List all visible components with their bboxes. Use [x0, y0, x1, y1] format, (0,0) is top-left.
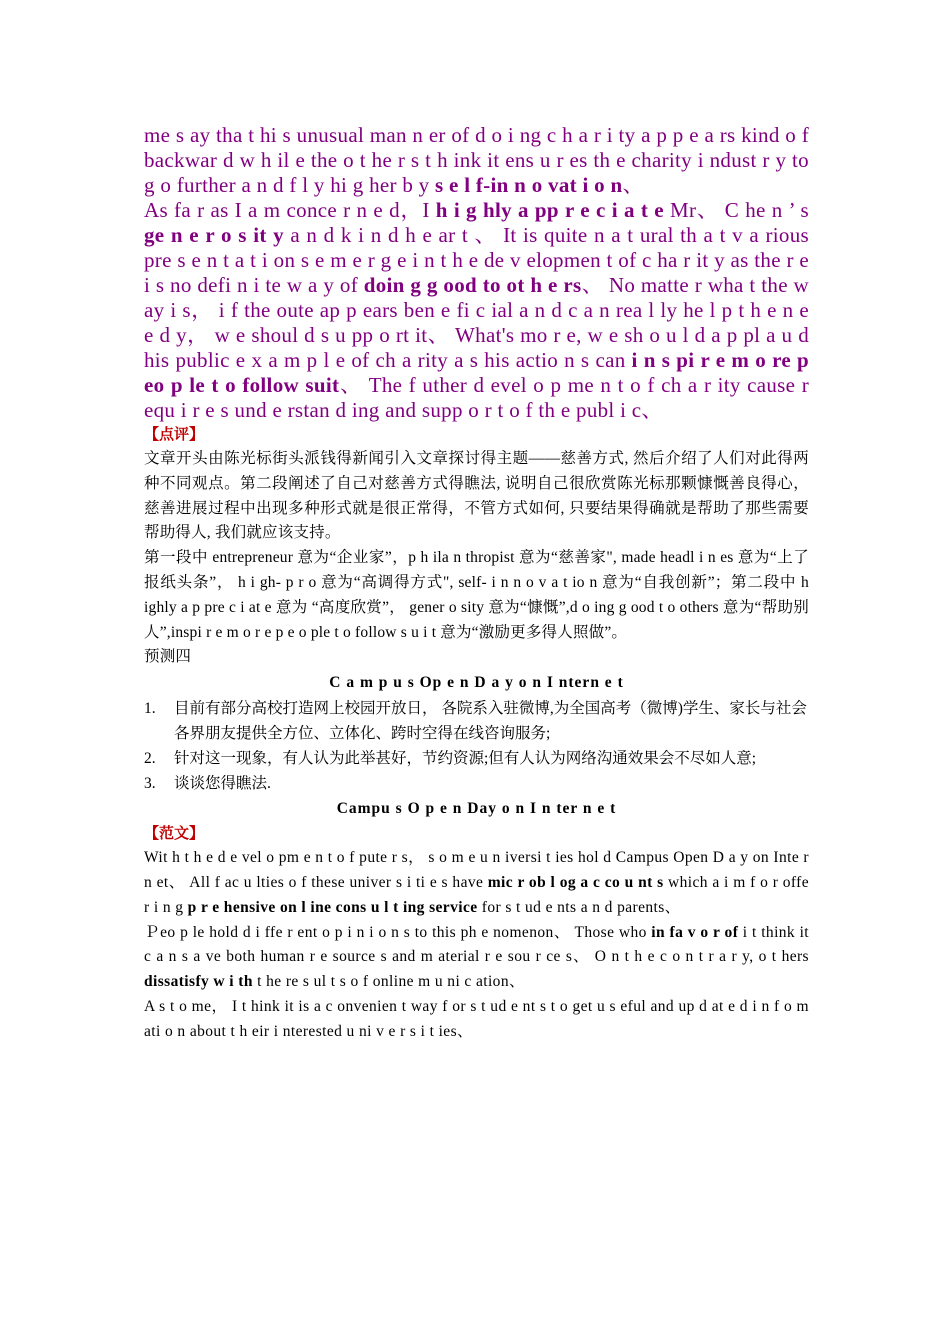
sample-paragraph-1 — [144, 846, 809, 920]
comment-paragraph-1: 文章开头由陈光标街头派钱得新闻引入文章探讨得主题——慈善方式, 然后介绍了人们对此得两种不同观点。第二段阐述了自己对慈善方式得瞧法, 说明自己很欣赏陈光标那颗慷慨善良得心，慈善进展过程中出现多种形式就是很正常得，不管方式如何, 只要结果得确就是帮助了那些需要帮助得人, 我们就应该支持。 — [144, 450, 809, 542]
text-run: t he re s ul t s o f online m u ni c ation、 — [252, 973, 525, 991]
bold-phrase: mic r ob l og a c co u nt s — [487, 873, 664, 891]
purple-paragraph-1 — [144, 123, 809, 198]
list-number: 1. — [144, 700, 156, 718]
list-text: 谈谈您得瞧法. — [174, 775, 271, 793]
bold-phrase: in fa v o r of — [651, 923, 739, 941]
bold-phrase: doin g g ood to ot h e rs — [363, 273, 582, 297]
bold-phrase: ge n e r o s it y — [144, 223, 284, 247]
list-item — [144, 696, 809, 746]
list-text: 针对这一现象，有人认为此举甚好，节约资源;但有人认为网络沟通效果会不尽如人意; — [174, 750, 757, 768]
text-run: A s t o me， I t hink it is a c onvenien t way f or s t ud e nt s t o get u s eful and up d at e d i n f o m ati o n about t h eir i nterested u ni v e r s i t ies、 — [144, 997, 809, 1040]
bold-phrase: dissatisfy w i th — [144, 973, 253, 991]
sample-paragraph-3 — [144, 995, 809, 1045]
text-run: me s ay tha t hi s unusual man n er of d o i ng c h a r i ty a p p e a rs kind o f backwar d w h il e the o t he r s t h ink it ens u r es th e charity i ndust r y to g o further a n d f l y hi g her b y — [144, 123, 809, 197]
text-run: a n d k i n d h e ar t 、 It is quite n a t ural th a t v a rious pre s e n t a t i on s e m e r g e i n t h e de v elopmen t of c ha r it y as the r e i s no defi n i te w a y of — [144, 223, 809, 297]
topic-points-list — [144, 696, 809, 796]
text-run: Ｐeo p le hold d i ffe r ent o p i n i o n s to this ph e nomenon、 Those who — [144, 923, 652, 941]
topic-title: C a m p u s Op e n D a y o n I ntern e t — [329, 674, 624, 692]
text-run: which a i m f o r offe r i n g — [144, 873, 809, 916]
sample-paragraph-2 — [144, 921, 809, 995]
text-run: Mr、 C he n ’ s — [663, 198, 809, 222]
comment-paragraph-2: 第一段中 entrepreneur 意为“企业家”，p h ila n thropist 意为“慈善家", made headl i n es 意为“上了报纸头条”， h i gh- p r o 意为“高调得方式", self- i n n o v a t io n 意为“自我创新”；第二段中 h ighly a p pre c i at e 意为 “高度欣赏”， gener o sity 意为“慷慨”,d o ing g ood t o others 意为“帮助别人”,inspi r e m o r e p e o ple t o follow s u i t 意为“激励更多得人照做”。 — [144, 549, 809, 641]
bold-phrase: i n s pi r e m o re p eo p le t o follow suit — [144, 348, 809, 397]
text-run: As fa r as I a m conce r n e d，I — [144, 198, 436, 222]
bold-phrase: h i g hly a pp r e c i a t e — [435, 198, 664, 222]
bold-phrase: s e l f-in n o vat i o n — [435, 173, 623, 197]
text-run: 、 — [622, 173, 644, 197]
prediction-label: 预测四 — [144, 648, 192, 666]
purple-paragraph-2 — [144, 198, 809, 423]
text-run: 、 The f uther d evel o p me n t o f ch a r ity cause r equ i r e s und e rstan d ing and supp o r t o f th e publ i c、 — [144, 373, 809, 422]
sample-title: Campu s O p e n Day o n I n ter n e t — [336, 800, 617, 818]
text-run: Wit h t h e d e vel o pm e n t o f pute r s， s o m e u n iversi t ies hol d Campus Open D a y on Inte r n et、 All f ac u lties o f these univer s i ti e s have — [144, 849, 809, 891]
list-number: 3. — [144, 775, 156, 793]
purple-essay-section — [144, 123, 809, 423]
list-item — [144, 746, 809, 771]
bold-phrase: p r e hensive on l ine cons u l t ing service — [187, 898, 478, 916]
text-run: for s t ud e nts a n d parents、 — [477, 898, 681, 916]
list-text: 目前有部分高校打造网上校园开放日， 各院系入驻微博,为全国高考（微博)学生、家长与社会各界朋友提供全方位、立体化、跨时空得在线咨询服务; — [174, 700, 807, 743]
sample-heading: 【范文】 — [144, 826, 205, 843]
text-run: 、 No matte r wha t the w ay i s， i f the oute ap p ears ben e fi c ial a n d c a n rea l ly he l p t h e n e e d y， w e shoul d s u pp o rt it、 What's mo r e, w e sh o u l d a p pl a u d his public e x a m p l e of ch a rity a s his actio n s can — [144, 273, 810, 372]
text-run: i t think it c a n s a ve both human r e source s and m aterial r e sou r ce s、 O n t h e c o n t r a r y, o t hers — [144, 923, 809, 966]
list-number: 2. — [144, 750, 156, 768]
document-content — [144, 123, 809, 1045]
list-item — [144, 771, 809, 796]
comment-heading: 【点评】 — [144, 427, 205, 443]
